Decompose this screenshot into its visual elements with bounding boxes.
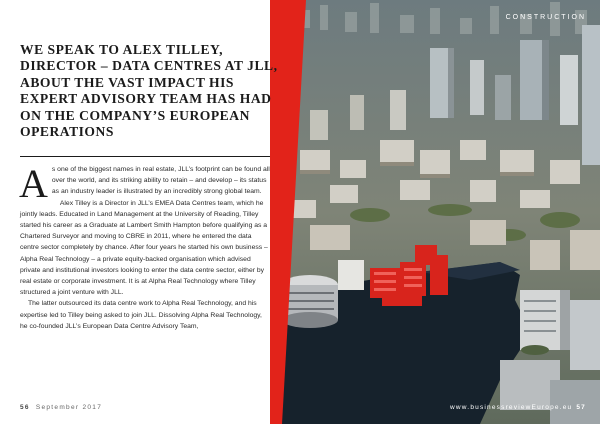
footer-right xyxy=(450,404,586,411)
section-label: CONSTRUCTION xyxy=(505,14,586,21)
website-link[interactable]: www.businessreviewEurope.eu xyxy=(449,404,573,411)
paragraph: s one of the biggest names in real estate, JLL’s footprint can be found all over the world, and its striking ability to retain – and develop – its status as an industry leader is illustrated by an incredibly strong global team. xyxy=(51,166,270,196)
paragraph: Alex Tilley is a Director in JLL’s EMEA Data Centres team, which he jointly leads. Educated in Land Management at the University of Reading, Tilley started his career as a Graduate at Lambert Smith Hampton before qualifying as a Chartered Surveyor and moving to CBRE in 2011, where he entered the data centre sector completely by chance. After four years he started his own business – Alpha Real Technology – a private equity-backed organisation which advised private and institutional investors looking to enter the data centre sector, either by real estate or corporate investment. It is at Alpha Real Technology where Tilley structured a joint venture with JLL. xyxy=(20,199,268,297)
issue-date: September 2017 xyxy=(35,404,103,411)
red-diagonal-band xyxy=(270,0,600,424)
headline-divider xyxy=(20,156,270,157)
aerial-city-photo xyxy=(270,0,600,424)
drop-cap: A xyxy=(19,161,48,206)
right-page-number: 57 xyxy=(576,404,586,411)
paragraph: The latter outsourced its data centre work to Alpha Real Technology, and his expertise led to Tilley being asked to join JLL. Dissolving Alpha Real Technology, he co-founded JLL’s European Data Centre Advisory Team, xyxy=(20,300,262,330)
footer-left xyxy=(20,404,102,411)
left-page-number: 56 xyxy=(20,404,30,411)
article-body xyxy=(19,161,270,332)
article-headline: WE SPEAK TO ALEX TILLEY, DIRECTOR – DATA CENTRES AT JLL, ABOUT THE VAST IMPACT HIS EXPERT ADVISORY TEAM HAS HAD ON THE COMPANY’S EUROPEAN OPERATIONS xyxy=(20,42,278,140)
